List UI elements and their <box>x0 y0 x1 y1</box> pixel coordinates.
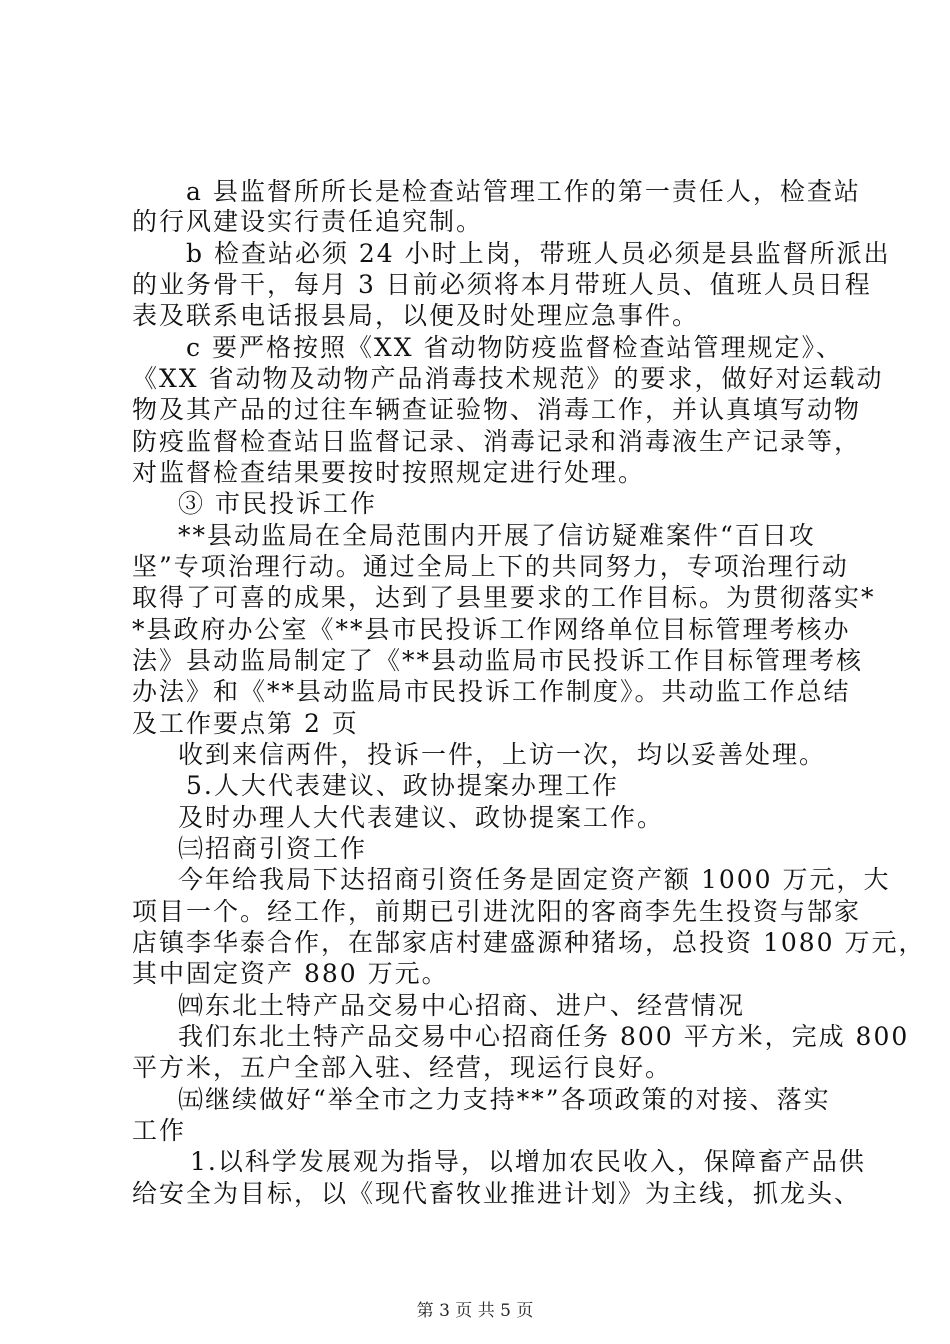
paragraph-line: c 要严格按照《XX 省动物防疫监督检查站管理规定》、 <box>186 333 843 362</box>
paragraph-line: 及时办理人大代表建议、政协提案工作。 <box>178 803 665 832</box>
section-heading: ③ 市民投诉工作 <box>178 489 377 518</box>
paragraph-line: *县政府办公室《**县市民投诉工作网络单位目标管理考核办 <box>132 615 851 644</box>
section-heading: ㈢招商引资工作 <box>178 834 368 863</box>
paragraph-line: 对监督检查结果要按时按照规定进行处理。 <box>132 458 646 487</box>
paragraph-line: 物及其产品的过往车辆查证验物、消毒工作，并认真填写动物 <box>132 395 862 424</box>
paragraph-line: 店镇李华泰合作，在郜家店村建盛源种猪场，总投资 1080 万元， <box>132 928 926 957</box>
paragraph-line: 的业务骨干，每月 3 日前必须将本月带班人员、值班人员日程 <box>132 270 872 299</box>
paragraph-line: 坚”专项治理行动。通过全局上下的共同努力，专项治理行动 <box>132 552 849 581</box>
paragraph-line: 平方米，五户全部入驻、经营，现运行良好。 <box>132 1053 673 1082</box>
paragraph-line: 给安全为目标，以《现代畜牧业推进计划》为主线，抓龙头、 <box>132 1179 862 1208</box>
paragraph-line: 《XX 省动物及动物产品消毒技术规范》的要求，做好对运载动 <box>132 364 884 393</box>
paragraph-line: **县动监局在全局范围内开展了信访疑难案件“百日攻 <box>178 521 816 550</box>
paragraph-line: 今年给我局下达招商引资任务是固定资产额 1000 万元，大 <box>178 865 891 894</box>
paragraph-line: 办法》和《**县动监局市民投诉工作制度》。共动监工作总结 <box>132 677 851 706</box>
paragraph-line: 工作 <box>132 1116 187 1145</box>
paragraph-line: 法》县动监局制定了《**县动监局市民投诉工作目标管理考核 <box>132 646 864 675</box>
paragraph-line: 1.以科学发展观为指导，以增加农民收入，保障畜产品供 <box>190 1147 866 1176</box>
section-heading: 5.人大代表建议、政协提案办理工作 <box>186 771 619 800</box>
paragraph-line: 我们东北土特产品交易中心招商任务 800 平方米，完成 800 <box>178 1022 910 1051</box>
paragraph-line: 及工作要点第 2 页 <box>132 709 359 738</box>
paragraph-line: 的行风建设实行责任追究制。 <box>132 207 484 236</box>
paragraph-line: 其中固定资产 880 万元。 <box>132 959 449 988</box>
paragraph-line: a 县监督所所长是检查站管理工作的第一责任人，检查站 <box>186 177 861 206</box>
page-number-footer: 第 3 页 共 5 页 <box>416 1301 534 1321</box>
paragraph-line: 防疫监督检查站日监督记录、消毒记录和消毒液生产记录等， <box>132 427 862 456</box>
section-heading: ㈤继续做好“举全市之力支持**”各项政策的对接、落实 <box>178 1085 831 1114</box>
paragraph-line: 项目一个。经工作，前期已引进沈阳的客商李先生投资与郜家 <box>132 897 862 926</box>
section-heading: ㈣东北土特产品交易中心招商、进户、经营情况 <box>178 991 746 1020</box>
paragraph-line: b 检查站必须 24 小时上岗，带班人员必须是县监督所派出 <box>186 239 891 268</box>
paragraph-line: 收到来信两件，投诉一件，上访一次，均以妥善处理。 <box>178 740 827 769</box>
paragraph-line: 表及联系电话报县局，以便及时处理应急事件。 <box>132 301 700 330</box>
paragraph-line: 取得了可喜的成果，达到了县里要求的工作目标。为贯彻落实* <box>132 583 876 612</box>
